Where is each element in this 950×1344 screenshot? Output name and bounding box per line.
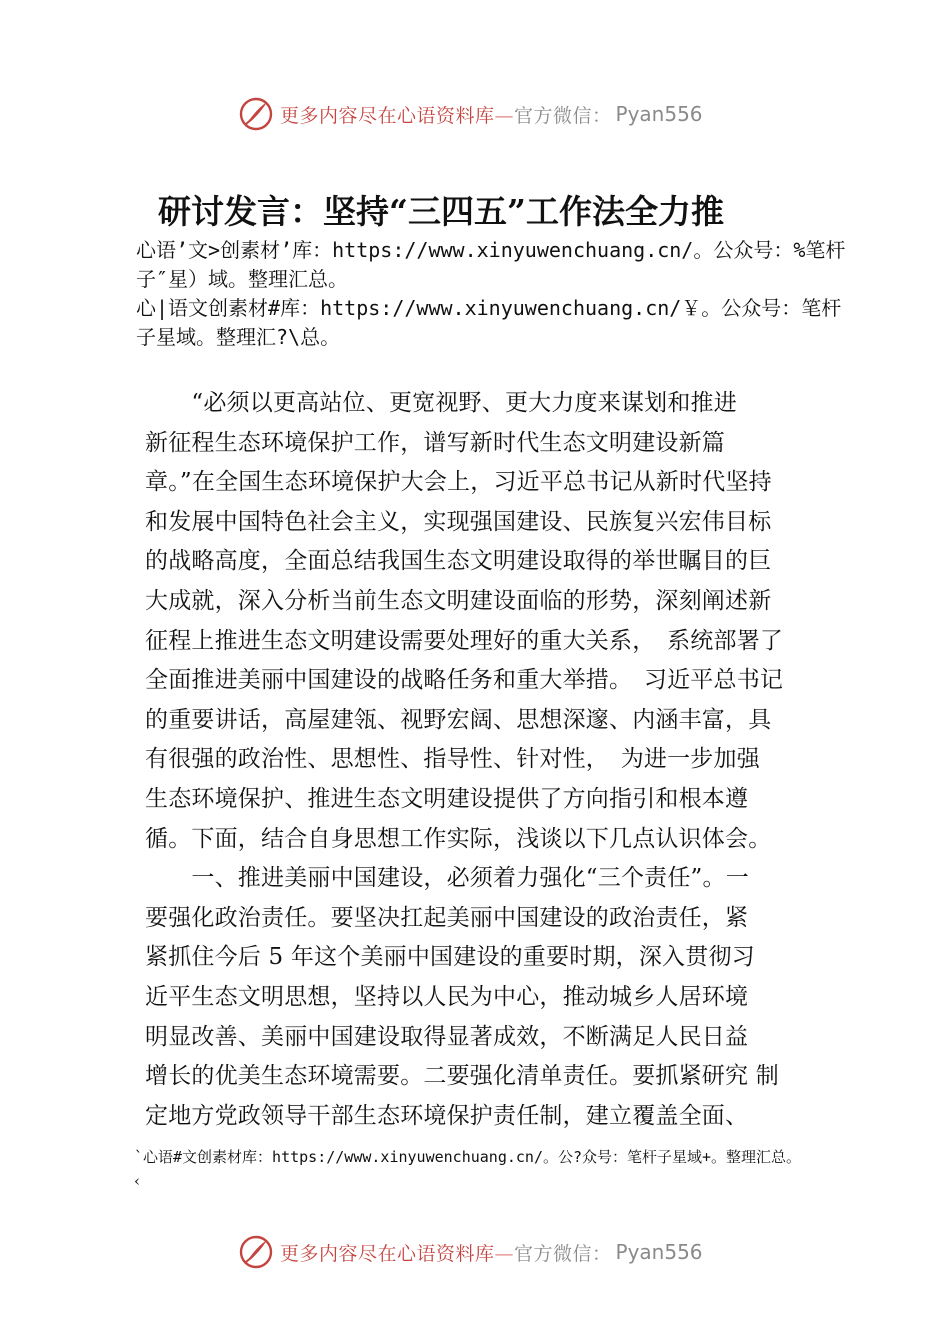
body-line: 明显改善、美丽中国建设取得显著成效，不断满足人民日益 [145,1023,749,1050]
body-line: 紧抓住今后 5 年这个美丽中国建设的重要时期，深入贯彻习 [145,944,755,971]
body-line: 章。”在全国生态环境保护大会上，习近平总书记从新时代坚持 [145,469,772,496]
body-line: 定地方党政领导干部生态环境保护责任制，建立覆盖全面、 [145,1102,749,1129]
body-line: 增长的优美生态环境需要。二要强化清单责任。要抓紧研究 制 [145,1063,779,1090]
body-line: 的战略高度，全面总结我国生态文明建设取得的举世瞩目的巨 [145,548,772,575]
body-line: 大成就，深入分析当前生态文明建设面临的形势，深刻阐述新 [145,587,772,614]
body-line: 和发展中国特色社会主义，实现强国建设、民族复兴宏伟目标 [145,508,772,535]
footnote-watermark: `心语#文创素材库：https://www.xinyuwenchuang.cn/。公?众号：笔杆子星域+。整理汇总。 [134,1148,802,1166]
body-line: 有很强的政治性、思想性、指导性、针对性， 为进一步加强 [145,746,760,773]
body-line: 要强化政治责任。要坚决扛起美丽中国建设的政治责任，紧 [145,904,749,931]
body-line: 近平生态文明思想，坚持以人民为中心，推动城乡人居环境 [145,983,749,1010]
body-line: 的重要讲话，高屋建瓴、视野宏阔、思想深邃、内涵丰富，具 [145,706,772,733]
body-line: 生态环境保护、推进生态文明建设提供了方向指引和根本遵 [145,785,749,812]
banner-text: 更多内容尽在心语资料库—官方微信： [280,104,612,127]
body-line: 一、推进美丽中国建设，必须着力强化“三个责任”。一 [145,865,749,892]
body-line: 征程上推进生态文明建设需要处理好的重大关系， 系统部署了 [145,627,784,654]
header-banner [238,94,703,134]
feather-logo-icon [238,1234,274,1270]
body-line: 全面推进美丽中国建设的战略任务和重大举措。 习近平总书记 [145,667,784,694]
body-text [145,384,835,1136]
watermark-line-2: 心|语文创素材#库：https://www.xinyuwenchuang.cn/￥。公众号：笔杆子星域。整理汇?\总。 [136,296,842,349]
body-line: 新征程生态环境保护工作，谱写新时代生态文明建设新篇 [145,429,725,456]
footnote-mark: ‹ [134,1172,140,1190]
body-line: “必须以更高站位、更宽视野、更大力度来谋划和推进 [145,390,737,416]
banner-text: 更多内容尽在心语资料库—官方微信： [280,1242,612,1265]
body-line: 循。下面，结合自身思想工作实际，浅谈以下几点认识体会。 [145,825,772,852]
wechat-id: Pyan556 [615,1240,703,1264]
watermark-line-1: 心语’文>创素材’库：https://www.xinyuwenchuang.cn/。公众号：%笔杆子″星）域。整理汇总。 [136,238,846,291]
document-title: 研讨发言：坚持“三四五”工作法全力推 [158,192,724,231]
footer-banner [238,1232,703,1272]
wechat-id: Pyan556 [615,102,703,126]
feather-logo-icon [238,96,274,132]
